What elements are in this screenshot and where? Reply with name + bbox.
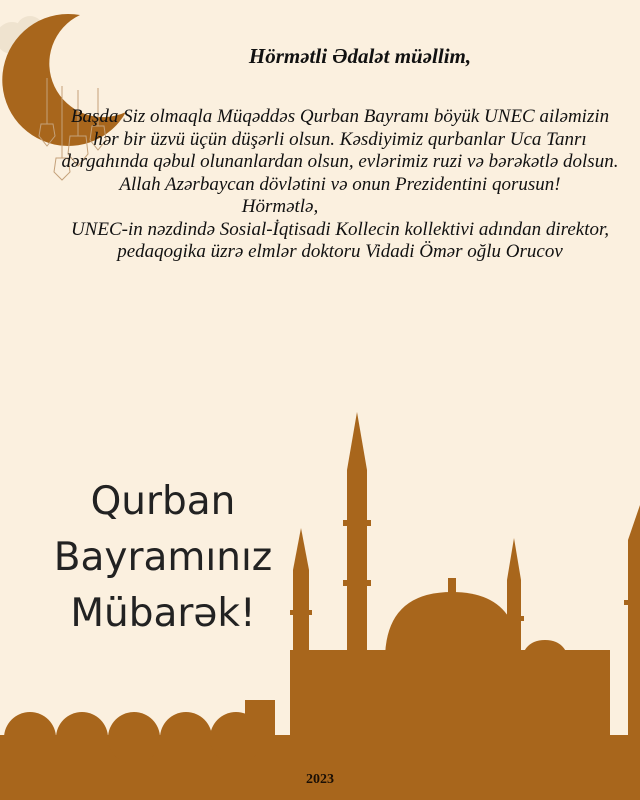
headline-line-2: Bayramınız [53,535,273,580]
letter-signature: UNEC-in nəzdində Sosial-İqtisadi Kollecin kollektivi adından direktor, pedaqogika üzrə elmlər doktoru Vidadi Ömər oğlu Orucov [70,218,610,262]
letter-paragraph-2: Allah Azərbaycan dövlətini və onun Prezidentini qorusun! [119,173,561,195]
letter-greeting: Hörmətli Ədalət müəllim, [248,44,472,68]
letter-paragraph-1: Başda Siz olmaqla Müqəddəs Qurban Bayramı böyük UNEC ailəmizin hər bir üzvü üçün düşərli olsun. Kəsdiyimiz qurbanlar Uca Tanrı dərgahında qəbul olunanlardan olsun, evlərimiz ruzi və bərəkətlə dolsun. [61,106,619,172]
headline-line-1: Qurban [90,479,236,524]
holiday-headline [28,474,298,642]
headline-line-3: Mübarək! [70,591,256,636]
greeting-letter [60,42,620,264]
letter-closing: Hörmətlə, [241,196,319,217]
year-label: 2023 [306,772,334,787]
